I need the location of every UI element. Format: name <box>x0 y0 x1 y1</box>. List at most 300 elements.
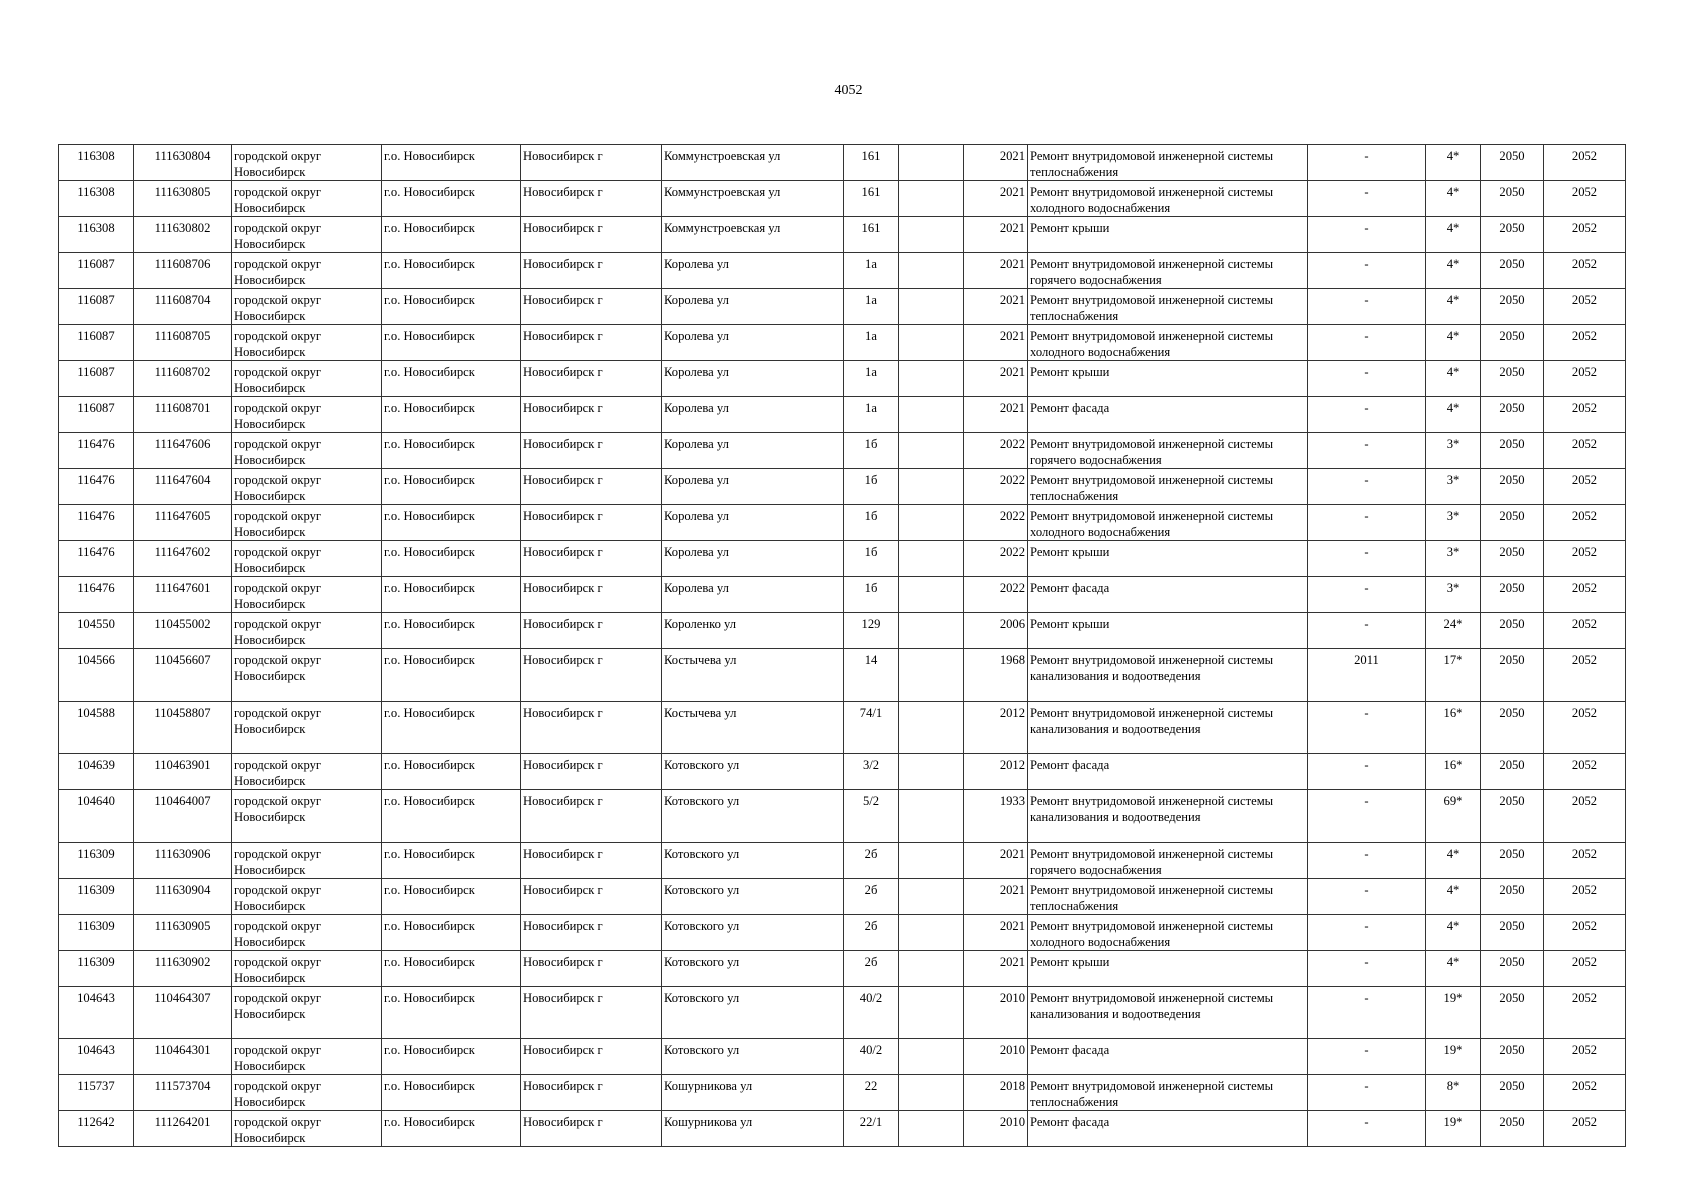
house-id-cell: 104643 <box>59 986 134 1039</box>
plan-start-year-cell: 2050 <box>1481 1111 1544 1147</box>
wear-percent-cell: 19* <box>1426 1111 1481 1147</box>
house-number-cell: 22 <box>844 1075 899 1111</box>
wear-percent-cell: 4* <box>1426 325 1481 361</box>
municipality-cell: городской округ Новосибирск <box>232 577 382 613</box>
house-id-cell: 116476 <box>59 433 134 469</box>
table-row <box>59 361 1626 397</box>
street-cell: Королева ул <box>662 433 844 469</box>
house-id-cell: 104640 <box>59 790 134 843</box>
district-cell: г.о. Новосибирск <box>382 253 521 289</box>
district-cell: г.о. Новосибирск <box>382 577 521 613</box>
table-row <box>59 325 1626 361</box>
municipality-cell: городской округ Новосибирск <box>232 541 382 577</box>
last-repair-year-cell: - <box>1308 253 1426 289</box>
build-year-cell: 1968 <box>964 649 1028 702</box>
municipality-cell: городской округ Новосибирск <box>232 878 382 914</box>
work-type-cell: Ремонт крыши <box>1028 541 1308 577</box>
street-cell: Костычева ул <box>662 649 844 702</box>
district-cell: г.о. Новосибирск <box>382 217 521 253</box>
settlement-cell: Новосибирск г <box>521 217 662 253</box>
house-id-cell: 116087 <box>59 397 134 433</box>
build-year-cell: 2021 <box>964 325 1028 361</box>
work-id-cell: 111630902 <box>134 950 232 986</box>
last-repair-year-cell: - <box>1308 613 1426 649</box>
table-row <box>59 505 1626 541</box>
settlement-cell: Новосибирск г <box>521 649 662 702</box>
work-id-cell: 111608706 <box>134 253 232 289</box>
house-id-cell: 115737 <box>59 1075 134 1111</box>
plan-start-year-cell: 2050 <box>1481 986 1544 1039</box>
settlement-cell: Новосибирск г <box>521 701 662 754</box>
street-cell: Королева ул <box>662 325 844 361</box>
municipality-cell: городской округ Новосибирск <box>232 842 382 878</box>
street-cell: Короленко ул <box>662 613 844 649</box>
house-number-cell: 22/1 <box>844 1111 899 1147</box>
plan-start-year-cell: 2050 <box>1481 361 1544 397</box>
last-repair-year-cell: - <box>1308 842 1426 878</box>
settlement-cell: Новосибирск г <box>521 577 662 613</box>
house-number-cell: 40/2 <box>844 986 899 1039</box>
wear-percent-cell: 8* <box>1426 1075 1481 1111</box>
table-row <box>59 469 1626 505</box>
street-cell: Королева ул <box>662 397 844 433</box>
plan-start-year-cell: 2050 <box>1481 217 1544 253</box>
wear-percent-cell: 3* <box>1426 469 1481 505</box>
work-id-cell: 110456607 <box>134 649 232 702</box>
table-row <box>59 1111 1626 1147</box>
street-cell: Котовского ул <box>662 790 844 843</box>
house-number-cell: 1б <box>844 577 899 613</box>
house-id-cell: 116087 <box>59 361 134 397</box>
build-year-cell: 2021 <box>964 950 1028 986</box>
building-cell <box>899 541 964 577</box>
house-id-cell: 116476 <box>59 505 134 541</box>
plan-end-year-cell: 2052 <box>1544 649 1626 702</box>
plan-start-year-cell: 2050 <box>1481 1039 1544 1075</box>
work-type-cell: Ремонт внутридомовой инженерной системы теплоснабжения <box>1028 469 1308 505</box>
plan-start-year-cell: 2050 <box>1481 914 1544 950</box>
work-id-cell: 110455002 <box>134 613 232 649</box>
settlement-cell: Новосибирск г <box>521 289 662 325</box>
work-type-cell: Ремонт внутридомовой инженерной системы теплоснабжения <box>1028 145 1308 181</box>
street-cell: Кошурникова ул <box>662 1111 844 1147</box>
house-number-cell: 2б <box>844 842 899 878</box>
plan-start-year-cell: 2050 <box>1481 469 1544 505</box>
work-type-cell: Ремонт внутридомовой инженерной системы горячего водоснабжения <box>1028 253 1308 289</box>
house-number-cell: 161 <box>844 217 899 253</box>
district-cell: г.о. Новосибирск <box>382 469 521 505</box>
plan-start-year-cell: 2050 <box>1481 613 1544 649</box>
house-id-cell: 104639 <box>59 754 134 790</box>
plan-end-year-cell: 2052 <box>1544 217 1626 253</box>
settlement-cell: Новосибирск г <box>521 253 662 289</box>
street-cell: Котовского ул <box>662 878 844 914</box>
house-number-cell: 1б <box>844 469 899 505</box>
last-repair-year-cell: - <box>1308 145 1426 181</box>
municipality-cell: городской округ Новосибирск <box>232 433 382 469</box>
work-id-cell: 110458807 <box>134 701 232 754</box>
last-repair-year-cell: - <box>1308 986 1426 1039</box>
municipality-cell: городской округ Новосибирск <box>232 914 382 950</box>
settlement-cell: Новосибирск г <box>521 754 662 790</box>
plan-start-year-cell: 2050 <box>1481 541 1544 577</box>
municipality-cell: городской округ Новосибирск <box>232 790 382 843</box>
build-year-cell: 2021 <box>964 878 1028 914</box>
wear-percent-cell: 4* <box>1426 145 1481 181</box>
wear-percent-cell: 4* <box>1426 842 1481 878</box>
wear-percent-cell: 3* <box>1426 541 1481 577</box>
municipality-cell: городской округ Новосибирск <box>232 469 382 505</box>
last-repair-year-cell: - <box>1308 701 1426 754</box>
work-id-cell: 111630805 <box>134 181 232 217</box>
wear-percent-cell: 16* <box>1426 701 1481 754</box>
last-repair-year-cell: - <box>1308 361 1426 397</box>
district-cell: г.о. Новосибирск <box>382 842 521 878</box>
work-type-cell: Ремонт внутридомовой инженерной системы канализования и водоотведения <box>1028 986 1308 1039</box>
house-id-cell: 116087 <box>59 325 134 361</box>
plan-end-year-cell: 2052 <box>1544 325 1626 361</box>
building-cell <box>899 986 964 1039</box>
wear-percent-cell: 4* <box>1426 289 1481 325</box>
work-type-cell: Ремонт внутридомовой инженерной системы холодного водоснабжения <box>1028 325 1308 361</box>
municipality-cell: городской округ Новосибирск <box>232 649 382 702</box>
settlement-cell: Новосибирск г <box>521 914 662 950</box>
settlement-cell: Новосибирск г <box>521 1075 662 1111</box>
settlement-cell: Новосибирск г <box>521 878 662 914</box>
plan-start-year-cell: 2050 <box>1481 433 1544 469</box>
settlement-cell: Новосибирск г <box>521 613 662 649</box>
building-cell <box>899 914 964 950</box>
table-row <box>59 754 1626 790</box>
last-repair-year-cell: - <box>1308 1111 1426 1147</box>
last-repair-year-cell: - <box>1308 217 1426 253</box>
house-number-cell: 2б <box>844 950 899 986</box>
building-cell <box>899 790 964 843</box>
repair-registry-table <box>58 144 1626 1147</box>
build-year-cell: 2021 <box>964 253 1028 289</box>
work-id-cell: 110464307 <box>134 986 232 1039</box>
settlement-cell: Новосибирск г <box>521 541 662 577</box>
page-number: 4052 <box>834 83 863 98</box>
plan-start-year-cell: 2050 <box>1481 649 1544 702</box>
district-cell: г.о. Новосибирск <box>382 325 521 361</box>
district-cell: г.о. Новосибирск <box>382 754 521 790</box>
building-cell <box>899 433 964 469</box>
municipality-cell: городской округ Новосибирск <box>232 217 382 253</box>
table-row <box>59 950 1626 986</box>
work-id-cell: 111264201 <box>134 1111 232 1147</box>
table-row <box>59 433 1626 469</box>
building-cell <box>899 325 964 361</box>
plan-end-year-cell: 2052 <box>1544 950 1626 986</box>
table-row <box>59 181 1626 217</box>
work-type-cell: Ремонт крыши <box>1028 361 1308 397</box>
work-type-cell: Ремонт внутридомовой инженерной системы теплоснабжения <box>1028 1075 1308 1111</box>
municipality-cell: городской округ Новосибирск <box>232 613 382 649</box>
street-cell: Котовского ул <box>662 754 844 790</box>
building-cell <box>899 181 964 217</box>
district-cell: г.о. Новосибирск <box>382 878 521 914</box>
plan-end-year-cell: 2052 <box>1544 1075 1626 1111</box>
work-type-cell: Ремонт фасада <box>1028 1039 1308 1075</box>
wear-percent-cell: 4* <box>1426 361 1481 397</box>
work-type-cell: Ремонт внутридомовой инженерной системы холодного водоснабжения <box>1028 914 1308 950</box>
street-cell: Королева ул <box>662 253 844 289</box>
build-year-cell: 2021 <box>964 842 1028 878</box>
plan-end-year-cell: 2052 <box>1544 1039 1626 1075</box>
building-cell <box>899 469 964 505</box>
house-number-cell: 3/2 <box>844 754 899 790</box>
work-id-cell: 111573704 <box>134 1075 232 1111</box>
settlement-cell: Новосибирск г <box>521 361 662 397</box>
settlement-cell: Новосибирск г <box>521 145 662 181</box>
build-year-cell: 2010 <box>964 986 1028 1039</box>
building-cell <box>899 950 964 986</box>
district-cell: г.о. Новосибирск <box>382 701 521 754</box>
plan-start-year-cell: 2050 <box>1481 754 1544 790</box>
plan-start-year-cell: 2050 <box>1481 505 1544 541</box>
work-id-cell: 111608701 <box>134 397 232 433</box>
building-cell <box>899 1111 964 1147</box>
municipality-cell: городской округ Новосибирск <box>232 701 382 754</box>
build-year-cell: 2012 <box>964 754 1028 790</box>
work-type-cell: Ремонт внутридомовой инженерной системы канализования и водоотведения <box>1028 701 1308 754</box>
wear-percent-cell: 17* <box>1426 649 1481 702</box>
settlement-cell: Новосибирск г <box>521 842 662 878</box>
wear-percent-cell: 3* <box>1426 577 1481 613</box>
table-row <box>59 701 1626 754</box>
build-year-cell: 2021 <box>964 914 1028 950</box>
build-year-cell: 2021 <box>964 289 1028 325</box>
plan-end-year-cell: 2052 <box>1544 1111 1626 1147</box>
wear-percent-cell: 69* <box>1426 790 1481 843</box>
street-cell: Кошурникова ул <box>662 1075 844 1111</box>
build-year-cell: 2022 <box>964 433 1028 469</box>
work-id-cell: 111608704 <box>134 289 232 325</box>
municipality-cell: городской округ Новосибирск <box>232 754 382 790</box>
house-id-cell: 116308 <box>59 145 134 181</box>
plan-end-year-cell: 2052 <box>1544 914 1626 950</box>
table-row <box>59 145 1626 181</box>
wear-percent-cell: 19* <box>1426 986 1481 1039</box>
build-year-cell: 2021 <box>964 217 1028 253</box>
plan-start-year-cell: 2050 <box>1481 145 1544 181</box>
build-year-cell: 2022 <box>964 505 1028 541</box>
building-cell <box>899 505 964 541</box>
house-id-cell: 116309 <box>59 878 134 914</box>
house-number-cell: 14 <box>844 649 899 702</box>
house-id-cell: 116308 <box>59 217 134 253</box>
district-cell: г.о. Новосибирск <box>382 289 521 325</box>
municipality-cell: городской округ Новосибирск <box>232 145 382 181</box>
last-repair-year-cell: - <box>1308 1075 1426 1111</box>
plan-start-year-cell: 2050 <box>1481 577 1544 613</box>
work-id-cell: 111630802 <box>134 217 232 253</box>
house-id-cell: 116309 <box>59 914 134 950</box>
plan-end-year-cell: 2052 <box>1544 577 1626 613</box>
municipality-cell: городской округ Новосибирск <box>232 1111 382 1147</box>
work-id-cell: 111608705 <box>134 325 232 361</box>
building-cell <box>899 361 964 397</box>
last-repair-year-cell: - <box>1308 754 1426 790</box>
last-repair-year-cell: - <box>1308 950 1426 986</box>
street-cell: Королева ул <box>662 505 844 541</box>
district-cell: г.о. Новосибирск <box>382 986 521 1039</box>
plan-end-year-cell: 2052 <box>1544 253 1626 289</box>
build-year-cell: 2022 <box>964 577 1028 613</box>
work-type-cell: Ремонт внутридомовой инженерной системы холодного водоснабжения <box>1028 505 1308 541</box>
wear-percent-cell: 4* <box>1426 217 1481 253</box>
settlement-cell: Новосибирск г <box>521 181 662 217</box>
house-number-cell: 1а <box>844 397 899 433</box>
build-year-cell: 2022 <box>964 469 1028 505</box>
work-type-cell: Ремонт внутридомовой инженерной системы горячего водоснабжения <box>1028 433 1308 469</box>
building-cell <box>899 613 964 649</box>
house-id-cell: 116476 <box>59 577 134 613</box>
street-cell: Котовского ул <box>662 1039 844 1075</box>
work-type-cell: Ремонт фасада <box>1028 397 1308 433</box>
house-id-cell: 112642 <box>59 1111 134 1147</box>
last-repair-year-cell: - <box>1308 541 1426 577</box>
plan-end-year-cell: 2052 <box>1544 754 1626 790</box>
district-cell: г.о. Новосибирск <box>382 649 521 702</box>
plan-end-year-cell: 2052 <box>1544 986 1626 1039</box>
street-cell: Котовского ул <box>662 842 844 878</box>
work-type-cell: Ремонт внутридомовой инженерной системы холодного водоснабжения <box>1028 181 1308 217</box>
plan-start-year-cell: 2050 <box>1481 289 1544 325</box>
settlement-cell: Новосибирск г <box>521 1111 662 1147</box>
building-cell <box>899 145 964 181</box>
municipality-cell: городской округ Новосибирск <box>232 986 382 1039</box>
district-cell: г.о. Новосибирск <box>382 790 521 843</box>
municipality-cell: городской округ Новосибирск <box>232 397 382 433</box>
plan-end-year-cell: 2052 <box>1544 433 1626 469</box>
municipality-cell: городской округ Новосибирск <box>232 289 382 325</box>
build-year-cell: 2021 <box>964 397 1028 433</box>
house-id-cell: 116309 <box>59 842 134 878</box>
work-id-cell: 110464007 <box>134 790 232 843</box>
house-number-cell: 161 <box>844 145 899 181</box>
work-type-cell: Ремонт крыши <box>1028 950 1308 986</box>
plan-start-year-cell: 2050 <box>1481 701 1544 754</box>
last-repair-year-cell: - <box>1308 790 1426 843</box>
street-cell: Королева ул <box>662 469 844 505</box>
plan-end-year-cell: 2052 <box>1544 701 1626 754</box>
building-cell <box>899 1075 964 1111</box>
building-cell <box>899 649 964 702</box>
plan-start-year-cell: 2050 <box>1481 397 1544 433</box>
house-id-cell: 116087 <box>59 253 134 289</box>
build-year-cell: 2021 <box>964 145 1028 181</box>
table-row <box>59 1039 1626 1075</box>
build-year-cell: 2010 <box>964 1039 1028 1075</box>
table-row <box>59 986 1626 1039</box>
wear-percent-cell: 4* <box>1426 878 1481 914</box>
wear-percent-cell: 4* <box>1426 397 1481 433</box>
municipality-cell: городской округ Новосибирск <box>232 361 382 397</box>
table-row <box>59 1075 1626 1111</box>
house-id-cell: 116476 <box>59 541 134 577</box>
house-number-cell: 5/2 <box>844 790 899 843</box>
house-number-cell: 1а <box>844 361 899 397</box>
district-cell: г.о. Новосибирск <box>382 433 521 469</box>
plan-start-year-cell: 2050 <box>1481 842 1544 878</box>
house-id-cell: 104566 <box>59 649 134 702</box>
house-id-cell: 116309 <box>59 950 134 986</box>
wear-percent-cell: 4* <box>1426 181 1481 217</box>
registry-body <box>59 145 1626 1147</box>
district-cell: г.о. Новосибирск <box>382 914 521 950</box>
street-cell: Королева ул <box>662 577 844 613</box>
plan-start-year-cell: 2050 <box>1481 1075 1544 1111</box>
plan-end-year-cell: 2052 <box>1544 790 1626 843</box>
house-id-cell: 104588 <box>59 701 134 754</box>
house-number-cell: 1а <box>844 325 899 361</box>
house-number-cell: 2б <box>844 878 899 914</box>
table-row <box>59 649 1626 702</box>
work-type-cell: Ремонт крыши <box>1028 217 1308 253</box>
settlement-cell: Новосибирск г <box>521 325 662 361</box>
building-cell <box>899 878 964 914</box>
table-row <box>59 914 1626 950</box>
house-number-cell: 1б <box>844 433 899 469</box>
building-cell <box>899 754 964 790</box>
work-type-cell: Ремонт фасада <box>1028 1111 1308 1147</box>
district-cell: г.о. Новосибирск <box>382 1075 521 1111</box>
table-row <box>59 253 1626 289</box>
table-row <box>59 541 1626 577</box>
table-row <box>59 842 1626 878</box>
house-id-cell: 104550 <box>59 613 134 649</box>
table-row <box>59 878 1626 914</box>
settlement-cell: Новосибирск г <box>521 469 662 505</box>
last-repair-year-cell: - <box>1308 325 1426 361</box>
building-cell <box>899 1039 964 1075</box>
street-cell: Коммунстроевская ул <box>662 181 844 217</box>
work-type-cell: Ремонт внутридомовой инженерной системы горячего водоснабжения <box>1028 842 1308 878</box>
street-cell: Котовского ул <box>662 986 844 1039</box>
settlement-cell: Новосибирск г <box>521 986 662 1039</box>
work-type-cell: Ремонт внутридомовой инженерной системы теплоснабжения <box>1028 289 1308 325</box>
table-row <box>59 577 1626 613</box>
work-type-cell: Ремонт крыши <box>1028 613 1308 649</box>
work-type-cell: Ремонт внутридомовой инженерной системы канализования и водоотведения <box>1028 790 1308 843</box>
plan-end-year-cell: 2052 <box>1544 878 1626 914</box>
wear-percent-cell: 3* <box>1426 433 1481 469</box>
work-id-cell: 111647604 <box>134 469 232 505</box>
house-number-cell: 1а <box>844 253 899 289</box>
municipality-cell: городской округ Новосибирск <box>232 505 382 541</box>
work-id-cell: 111630906 <box>134 842 232 878</box>
house-number-cell: 1б <box>844 541 899 577</box>
house-number-cell: 1а <box>844 289 899 325</box>
work-id-cell: 111647606 <box>134 433 232 469</box>
district-cell: г.о. Новосибирск <box>382 613 521 649</box>
wear-percent-cell: 24* <box>1426 613 1481 649</box>
settlement-cell: Новосибирск г <box>521 505 662 541</box>
district-cell: г.о. Новосибирск <box>382 1039 521 1075</box>
build-year-cell: 2022 <box>964 541 1028 577</box>
wear-percent-cell: 4* <box>1426 253 1481 289</box>
build-year-cell: 2018 <box>964 1075 1028 1111</box>
house-number-cell: 40/2 <box>844 1039 899 1075</box>
work-id-cell: 111647602 <box>134 541 232 577</box>
plan-end-year-cell: 2052 <box>1544 181 1626 217</box>
work-id-cell: 111630804 <box>134 145 232 181</box>
municipality-cell: городской округ Новосибирск <box>232 950 382 986</box>
table-row <box>59 289 1626 325</box>
build-year-cell: 1933 <box>964 790 1028 843</box>
